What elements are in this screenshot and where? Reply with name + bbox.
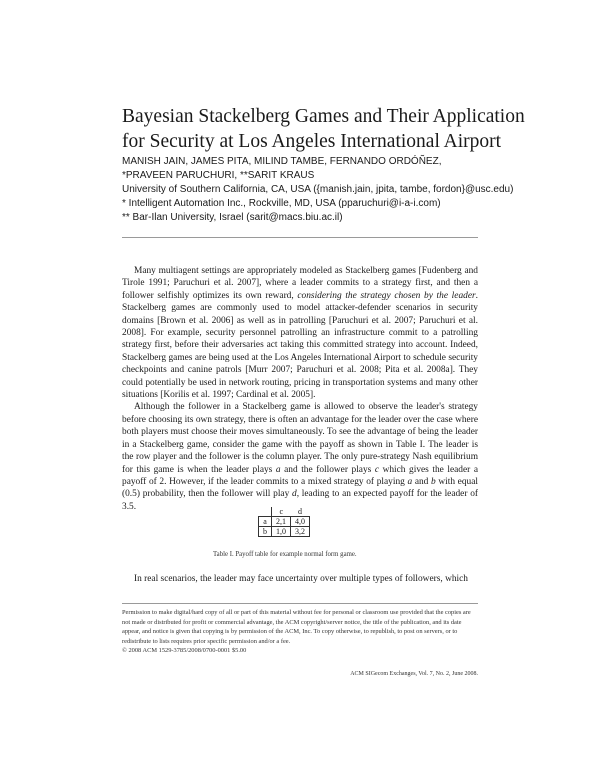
table-caption: Table I. Payoff table for example normal form game. [213,551,357,558]
paper-title [122,104,562,154]
table-cell: 4,0 [291,517,310,527]
payoff-table-wrapper [258,507,310,537]
paragraph-3: In real scenarios, the leader may face uncertainty over multiple types of followers, which [134,574,468,584]
permission-footnote [122,603,478,656]
table-cell: 1,0 [272,527,291,537]
title-line-2: for Security at Los Angeles International Airport [122,131,502,152]
paragraph-1: Many multiagent settings are appropriately modeled as Stackelberg games [Fudenberg and Tirole 1991; Paruchuri et al. 2007], where a leader commits to a strategy first, and then a follower selfishly optimizes its own reward, considering the strategy chosen by the leader. Stackelberg games are commonly used to model attacker-defender scenarios in security domains [Brown et al. 2006] as well as in patrolling [Paruchuri et al. 2007; Paruchuri et al. 2008]. For example, security personnel patrolling an infrastructure commit to a patrolling strategy first, before their adversaries act taking this committed strategy into account. Indeed, Stackelberg games are being used at the Los Angeles International Airport to schedule security checkpoints and canine patrols [Murr 2007; Paruchuri et al. 2008; Pita et al. 2008a]. They could potentially be used in network routing, pricing in transportation systems and many other situations [Korilis et al. 1997; Cardinal et al. 2005]. [122,266,478,401]
table-row-label: a [259,517,272,527]
table-row [259,517,310,527]
footnote-divider [122,603,478,604]
table-header-row [259,507,310,517]
permission-text: Permission to make digital/hard copy of all or part of this material without fee for personal or classroom use provided that the copies are not made or distributed for profit or commercial advantage, the ACM copyright/server notice, the title of the publication, and its date appear, and notice is given that copying is by permission of the ACM, Inc. To copy otherwise, to republish, to post on servers, or to redistribute to lists requires prior specific permission and/or a fee. [122,609,471,645]
table-row [259,527,310,537]
affiliation-usc: University of Southern California, CA, USA ({manish.jain, jpita, tambe, fordon}@usc.edu) [122,184,514,195]
authors-line-1: MANISH JAIN, JAMES PITA, MILIND TAMBE, FERNANDO ORDÓÑEZ, [122,156,442,167]
table-cell: 3,2 [291,527,310,537]
title-line-1: Bayesian Stackelberg Games and Their Application [122,106,525,127]
header-divider [122,237,478,238]
table-col-header: d [291,507,310,517]
payoff-table [258,507,310,537]
body-text [122,265,478,513]
authors-line-2: *PRAVEEN PARUCHURI, **SARIT KRAUS [122,170,315,181]
copyright-line: © 2008 ACM 1529-3785/2008/0700-0001 $5.00 [122,647,247,654]
author-block [122,155,542,225]
table-col-header: c [272,507,291,517]
affiliation-iai: * Intelligent Automation Inc., Rockville, MD, USA (pparuchuri@i-a-i.com) [122,198,441,209]
journal-footer: ACM SIGecom Exchanges, Vol. 7, No. 2, June 2008. [350,671,478,677]
table-corner-cell [259,507,272,517]
paragraph-2: Although the follower in a Stackelberg game is allowed to observe the leader's strategy before choosing its own strategy, there is often an advantage for the leader over the case where both players must choose their moves simultaneously. To see the advantage of being the leader in a Stackelberg game, consider the game with the payoff as shown in Table I. The leader is the row player and the follower is the column player. The only pure-strategy Nash equilibrium for this game is when the leader plays a and the follower plays c which gives the leader a payoff of 2. However, if the leader commits to a mixed strategy of playing a and b with equal (0.5) probability, then the follower will play d, leading to an expected payoff for the leader of 3.5. [122,402,478,512]
affiliation-biu: ** Bar-Ilan University, Israel (sarit@macs.biu.ac.il) [122,212,343,223]
table-row-label: b [259,527,272,537]
table-cell: 2,1 [272,517,291,527]
